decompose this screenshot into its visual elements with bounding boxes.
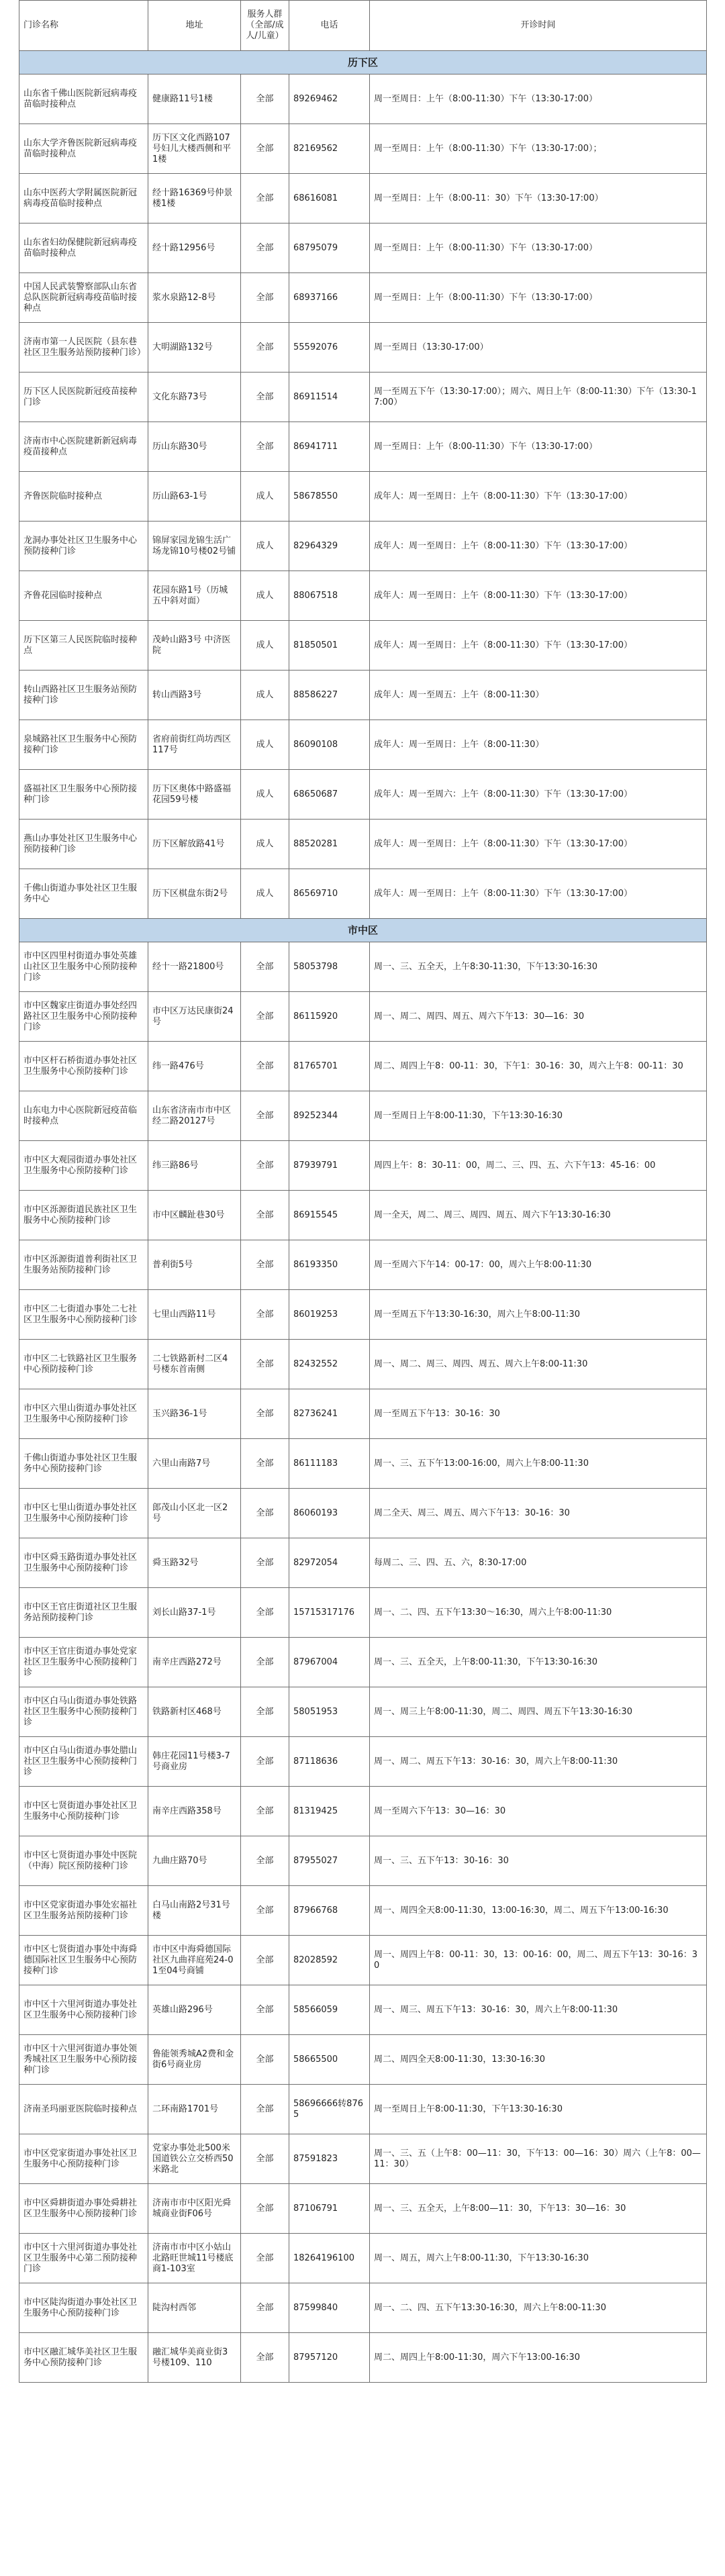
service-group-cell: 全部 <box>241 1439 289 1489</box>
phone-cell: 68795079 <box>289 224 370 273</box>
phone-cell: 87599840 <box>289 2283 370 2333</box>
table-row <box>19 2085 707 2134</box>
table-row <box>19 422 707 472</box>
table-row <box>19 522 707 571</box>
phone-cell: 87106791 <box>289 2184 370 2234</box>
address-cell: 二环南路1701号 <box>148 2085 241 2134</box>
phone-cell: 82169562 <box>289 124 370 174</box>
table-row <box>19 2333 707 2383</box>
service-group-cell: 全部 <box>241 1687 289 1737</box>
service-group-cell: 全部 <box>241 942 289 992</box>
clinic-name-cell: 市中区融汇城华美社区卫生服务中心预防接种门诊 <box>19 2333 148 2383</box>
service-group-cell: 全部 <box>241 2035 289 2085</box>
clinic-name-cell: 市中区二七铁路社区卫生服务中心预防接种门诊 <box>19 1340 148 1389</box>
clinic-name-cell: 市中区十六里河街道办事处社区卫生服务中心第二预防接种门诊 <box>19 2234 148 2283</box>
service-group-cell: 全部 <box>241 174 289 224</box>
table-row <box>19 1141 707 1191</box>
clinic-name-cell: 市中区舜玉路街道办事处社区卫生服务中心预防接种门诊 <box>19 1538 148 1588</box>
phone-cell: 18264196100 <box>289 2234 370 2283</box>
section-header-row <box>19 919 707 942</box>
clinic-name-cell: 龙洞办事处社区卫生服务中心预防接种门诊 <box>19 522 148 571</box>
address-cell: 转山西路3号 <box>148 671 241 720</box>
hours-cell: 周一、三、五全天，上午8:00—11：30，下午13：30—16：30 <box>370 2184 707 2234</box>
table-row <box>19 1191 707 1240</box>
clinic-name-cell: 山东省妇幼保健院新冠病毒疫苗临时接种点 <box>19 224 148 273</box>
hours-cell: 周一、周三上午8:00-11:30，周二、周四、周五下午13:30-16:30 <box>370 1687 707 1737</box>
service-group-cell: 全部 <box>241 373 289 422</box>
address-cell: 济南市市中区阳光舜城商业街F06号 <box>148 2184 241 2234</box>
clinic-name-cell: 齐鲁花园临时接种点 <box>19 571 148 621</box>
service-group-cell: 全部 <box>241 1141 289 1191</box>
section-title: 历下区 <box>19 51 707 75</box>
table-row <box>19 224 707 273</box>
address-cell: 历山路63-1号 <box>148 472 241 522</box>
hours-cell: 周二全天、周三、周五、周六下午13：30-16：30 <box>370 1489 707 1538</box>
service-group-cell: 成人 <box>241 820 289 869</box>
service-group-cell: 成人 <box>241 671 289 720</box>
clinic-name-cell: 市中区白马山街道办事处腊山社区卫生服务中心预防接种门诊 <box>19 1737 148 1787</box>
clinic-name-cell: 市中区四里村街道办事处英雄山社区卫生服务中心预防接种门诊 <box>19 942 148 992</box>
table-row <box>19 2184 707 2234</box>
phone-cell: 88067518 <box>289 571 370 621</box>
address-cell: 韩庄花园11号楼3-7号商业房 <box>148 1737 241 1787</box>
phone-cell: 58566059 <box>289 1985 370 2035</box>
clinic-name-cell: 市中区白马山街道办事处铁路社区卫生服务中心预防接种门诊 <box>19 1687 148 1737</box>
hours-cell: 周一、周二、周五下午13：30-16：30，周六上午8:00-11:30 <box>370 1737 707 1787</box>
address-cell: 经十一路21800号 <box>148 942 241 992</box>
table-row <box>19 174 707 224</box>
hours-cell: 周一至周日：上午（8:00-11:30）下午（13:30-17:00） <box>370 75 707 124</box>
service-group-cell: 全部 <box>241 1737 289 1787</box>
address-cell: 市中区麟趾巷30号 <box>148 1191 241 1240</box>
hours-cell: 周一、周五，周六上午8:00-11:30，下午13:30-16:30 <box>370 2234 707 2283</box>
service-group-cell: 全部 <box>241 1638 289 1687</box>
hours-cell: 周一、三、五全天，上午8:30-11:30，下午13:30-16:30 <box>370 942 707 992</box>
service-group-cell: 全部 <box>241 1091 289 1141</box>
clinic-name-cell: 历下区第三人民医院临时接种点 <box>19 621 148 671</box>
phone-cell: 68650687 <box>289 770 370 820</box>
table-row <box>19 1439 707 1489</box>
header-phone: 电话 <box>289 1 370 51</box>
phone-cell: 86111183 <box>289 1439 370 1489</box>
table-row <box>19 1091 707 1141</box>
address-cell: 普利街5号 <box>148 1240 241 1290</box>
address-cell: 舜玉路32号 <box>148 1538 241 1588</box>
phone-cell: 58696666转8765 <box>289 2085 370 2134</box>
phone-cell: 86115920 <box>289 992 370 1042</box>
hours-cell: 周一、三、五全天，上午8:00-11:30，下午13:30-16:30 <box>370 1638 707 1687</box>
hours-cell: 周一、二、四、五下午13:30-16:30，周六上午8:00-11:30 <box>370 2283 707 2333</box>
phone-cell: 89252344 <box>289 1091 370 1141</box>
table-row <box>19 2035 707 2085</box>
address-cell: 历下区解放路41号 <box>148 820 241 869</box>
table-row <box>19 1886 707 1936</box>
clinic-name-cell: 泉城路社区卫生服务中心预防接种门诊 <box>19 720 148 770</box>
hours-cell: 周一、周二、周四、周五、周六下午13：30—16：30 <box>370 992 707 1042</box>
service-group-cell: 成人 <box>241 720 289 770</box>
phone-cell: 86569710 <box>289 869 370 919</box>
service-group-cell: 成人 <box>241 869 289 919</box>
service-group-cell: 全部 <box>241 1489 289 1538</box>
phone-cell: 81850501 <box>289 621 370 671</box>
clinic-name-cell: 市中区杆石桥街道办事处社区卫生服务中心预防接种门诊 <box>19 1042 148 1091</box>
hours-cell: 周一、周四上午8：00-11：30，13：00-16：00，周二、周五下午13：30-16：30 <box>370 1936 707 1985</box>
table-row <box>19 323 707 373</box>
table-header-row <box>19 1 707 51</box>
phone-cell: 87966768 <box>289 1886 370 1936</box>
phone-cell: 87939791 <box>289 1141 370 1191</box>
table-row <box>19 273 707 323</box>
phone-cell: 82972054 <box>289 1538 370 1588</box>
table-row <box>19 1489 707 1538</box>
table-row <box>19 1936 707 1985</box>
phone-cell: 87955027 <box>289 1836 370 1886</box>
hours-cell: 周一至周日：上午（8:00-11:30）下午（13:30-17:00） <box>370 273 707 323</box>
phone-cell: 86941711 <box>289 422 370 472</box>
hours-cell: 周一至周六下午14：00-17：00，周六上午8:00-11:30 <box>370 1240 707 1290</box>
clinic-name-cell: 千佛山街道办事处社区卫生服务中心 <box>19 869 148 919</box>
hours-cell: 每周二、三、四、五、六，8:30-17:00 <box>370 1538 707 1588</box>
phone-cell: 58665500 <box>289 2035 370 2085</box>
service-group-cell: 全部 <box>241 75 289 124</box>
phone-cell: 82736241 <box>289 1389 370 1439</box>
address-cell: 经十路16369号仲景楼1楼 <box>148 174 241 224</box>
hours-cell: 周一至周六下午13：30—16：30 <box>370 1787 707 1836</box>
table-row <box>19 124 707 174</box>
phone-cell: 58051953 <box>289 1687 370 1737</box>
table-row <box>19 770 707 820</box>
clinic-name-cell: 山东大学齐鲁医院新冠病毒疫苗临时接种点 <box>19 124 148 174</box>
clinic-name-cell: 市中区王官庄街道办事处党家社区卫生服务中心预防接种门诊 <box>19 1638 148 1687</box>
clinic-name-cell: 山东省千佛山医院新冠病毒疫苗临时接种点 <box>19 75 148 124</box>
hours-cell: 周一、周四全天8:00-11:30，13:00-16:30，周二、周五下午13:00-16:30 <box>370 1886 707 1936</box>
clinic-name-cell: 燕山办事处社区卫生服务中心预防接种门诊 <box>19 820 148 869</box>
phone-cell: 87118636 <box>289 1737 370 1787</box>
table-body <box>19 51 707 2383</box>
address-cell: 九曲庄路70号 <box>148 1836 241 1886</box>
phone-cell: 68616081 <box>289 174 370 224</box>
hours-cell: 周一、周二、周三、周四、周五、周六上午8:00-11:30 <box>370 1340 707 1389</box>
hours-cell: 周二、周四上午8:00-11:30，周六下午13:00-16:30 <box>370 2333 707 2383</box>
hours-cell: 周一至周五下午13：30-16：30 <box>370 1389 707 1439</box>
clinic-name-cell: 市中区党家街道办事处宏福社区卫生服务站预防接种门诊 <box>19 1886 148 1936</box>
header-service-group: 服务人群（全部/成人/儿童） <box>241 1 289 51</box>
phone-cell: 86090108 <box>289 720 370 770</box>
table-row <box>19 472 707 522</box>
address-cell: 市中区中海舜德国际社区九曲祥庭苑24-01至04号商铺 <box>148 1936 241 1985</box>
service-group-cell: 成人 <box>241 770 289 820</box>
address-cell: 七里山西路11号 <box>148 1290 241 1340</box>
phone-cell: 81765701 <box>289 1042 370 1091</box>
service-group-cell: 成人 <box>241 571 289 621</box>
clinic-name-cell: 市中区七里山街道办事处社区卫生服务中心预防接种门诊 <box>19 1489 148 1538</box>
header-hours: 开诊时间 <box>370 1 707 51</box>
phone-cell: 15715317176 <box>289 1588 370 1638</box>
phone-cell: 82432552 <box>289 1340 370 1389</box>
phone-cell: 87591823 <box>289 2134 370 2184</box>
address-cell: 纬一路476号 <box>148 1042 241 1091</box>
address-cell: 鲁能领秀城A2费和金街6号商业房 <box>148 2035 241 2085</box>
clinic-name-cell: 济南圣玛丽亚医院临时接种点 <box>19 2085 148 2134</box>
service-group-cell: 全部 <box>241 422 289 472</box>
address-cell: 文化东路73号 <box>148 373 241 422</box>
table-row <box>19 992 707 1042</box>
hours-cell: 周一至周日（13:30-17:00） <box>370 323 707 373</box>
phone-cell: 86915545 <box>289 1191 370 1240</box>
hours-cell: 成年人：周一至周日：上午（8:00-11:30）下午（13:30-17:00） <box>370 820 707 869</box>
service-group-cell: 成人 <box>241 472 289 522</box>
clinic-name-cell: 市中区舜耕街道办事处舜耕社区卫生服务中心预防接种门诊 <box>19 2184 148 2234</box>
clinic-name-cell: 市中区党家街道办事处社区卫生服务中心预防接种门诊 <box>19 2134 148 2184</box>
table-row <box>19 621 707 671</box>
hours-cell: 成年人：周一至周六：上午（8:00-11:30）下午（13:30-17:00） <box>370 770 707 820</box>
service-group-cell: 全部 <box>241 1886 289 1936</box>
service-group-cell: 全部 <box>241 1985 289 2035</box>
clinic-name-cell: 山东中医药大学附属医院新冠病毒疫苗临时接种点 <box>19 174 148 224</box>
address-cell: 南辛庄西路358号 <box>148 1787 241 1836</box>
table-row <box>19 820 707 869</box>
address-cell: 茂岭山路3号 中济医院 <box>148 621 241 671</box>
service-group-cell: 全部 <box>241 2134 289 2184</box>
address-cell: 锦屏家园龙锦生活广场龙锦10号楼02号铺 <box>148 522 241 571</box>
phone-cell: 86019253 <box>289 1290 370 1340</box>
address-cell: 经十路12956号 <box>148 224 241 273</box>
address-cell: 铁路新村区468号 <box>148 1687 241 1737</box>
phone-cell: 58053798 <box>289 942 370 992</box>
address-cell: 历下区文化西路107号妇儿大楼西侧和平1楼 <box>148 124 241 174</box>
hours-cell: 周一至周日上午8:00-11:30，下午13:30-16:30 <box>370 1091 707 1141</box>
phone-cell: 87957120 <box>289 2333 370 2383</box>
header-address: 地址 <box>148 1 241 51</box>
table-row <box>19 571 707 621</box>
service-group-cell: 全部 <box>241 1290 289 1340</box>
clinic-name-cell: 市中区泺源街道普利街社区卫生服务站预防接种门诊 <box>19 1240 148 1290</box>
hours-cell: 周一至周日：上午（8:00-11:30）下午（13:30-17:00） <box>370 422 707 472</box>
vaccination-clinic-table <box>19 0 707 2383</box>
hours-cell: 成年人：周一至周日：上午（8:00-11:30）下午（13:30-17:00） <box>370 621 707 671</box>
table-row <box>19 1389 707 1439</box>
service-group-cell: 全部 <box>241 1042 289 1091</box>
phone-cell: 81319425 <box>289 1787 370 1836</box>
address-cell: 刘长山路37-1号 <box>148 1588 241 1638</box>
table-row <box>19 1290 707 1340</box>
service-group-cell: 全部 <box>241 273 289 323</box>
table-row <box>19 1737 707 1787</box>
hours-cell: 周一、三、五（上午8：00—11：30，下午13：00—16：30）周六（上午8：00—11：30） <box>370 2134 707 2184</box>
address-cell: 玉兴路36-1号 <box>148 1389 241 1439</box>
address-cell: 历下区棋盘东街2号 <box>148 869 241 919</box>
hours-cell: 周一至周日：上午（8:00-11:30）下午（13:30-17:00） <box>370 224 707 273</box>
address-cell: 市中区万达民康街24号 <box>148 992 241 1042</box>
clinic-name-cell: 转山西路社区卫生服务站预防接种门诊 <box>19 671 148 720</box>
hours-cell: 成年人：周一至周日：上午（8:00-11:30）下午（13:30-17:00） <box>370 869 707 919</box>
address-cell: 白马山南路2号31号楼 <box>148 1886 241 1936</box>
hours-cell: 周二、周四全天8:00-11:30，13:30-16:30 <box>370 2035 707 2085</box>
clinic-name-cell: 市中区魏家庄街道办事处经四路社区卫生服务中心预防接种门诊 <box>19 992 148 1042</box>
hours-cell: 成年人：周一至周五：上午（8:00-11:30） <box>370 671 707 720</box>
clinic-name-cell: 历下区人民医院新冠疫苗接种门诊 <box>19 373 148 422</box>
address-cell: 省府前街红尚坊西区117号 <box>148 720 241 770</box>
hours-cell: 成年人：周一至周日：上午（8:00-11:30）下午（13:30-17:00） <box>370 571 707 621</box>
hours-cell: 周四上午：8：30-11：00，周二、三、四、五、六下午13：45-16：00 <box>370 1141 707 1191</box>
table-row <box>19 1787 707 1836</box>
address-cell: 山东省济南市市中区经二路20127号 <box>148 1091 241 1141</box>
phone-cell: 82964329 <box>289 522 370 571</box>
hours-cell: 成年人：周一至周日：上午（8:00-11:30）下午（13:30-17:00） <box>370 472 707 522</box>
hours-cell: 周一至周日：上午（8:00-11:30）下午（13:30-17:00）； <box>370 124 707 174</box>
clinic-name-cell: 济南市第一人民医院（县东巷社区卫生服务站预防接种门诊） <box>19 323 148 373</box>
address-cell: 郎茂山小区北一区2号 <box>148 1489 241 1538</box>
table-row <box>19 1687 707 1737</box>
phone-cell: 58678550 <box>289 472 370 522</box>
hours-cell: 周二、周四上午8：00-11：30，下午1：30-16：30，周六上午8：00-11：30 <box>370 1042 707 1091</box>
section-title: 市中区 <box>19 919 707 942</box>
address-cell: 济南市市中区小姑山北路旺世城11号楼底商1-103室 <box>148 2234 241 2283</box>
table-row <box>19 1638 707 1687</box>
hours-cell: 周一至周五下午13:30-16:30，周六上午8:00-11:30 <box>370 1290 707 1340</box>
clinic-name-cell: 市中区七贤街道办事处社区卫生服务中心预防接种门诊 <box>19 1787 148 1836</box>
address-cell: 六里山南路7号 <box>148 1439 241 1489</box>
hours-cell: 周一、三、五下午13:00-16:00，周六上午8:00-11:30 <box>370 1439 707 1489</box>
clinic-name-cell: 市中区六里山街道办事处社区卫生服务中心预防接种门诊 <box>19 1389 148 1439</box>
address-cell: 融汇城华美商业街3号楼109、110 <box>148 2333 241 2383</box>
service-group-cell: 全部 <box>241 1538 289 1588</box>
service-group-cell: 全部 <box>241 2184 289 2234</box>
phone-cell: 82028592 <box>289 1936 370 1985</box>
address-cell: 陡沟村西邻 <box>148 2283 241 2333</box>
header-clinic-name: 门诊名称 <box>19 1 148 51</box>
table-row <box>19 1836 707 1886</box>
service-group-cell: 全部 <box>241 992 289 1042</box>
table-row <box>19 869 707 919</box>
clinic-name-cell: 市中区七贤街道办事处中海舜德国际社区卫生服务中心预防接种门诊 <box>19 1936 148 1985</box>
address-cell: 纬三路86号 <box>148 1141 241 1191</box>
table-row <box>19 75 707 124</box>
clinic-name-cell: 市中区大观园街道办事处社区卫生服务中心预防接种门诊 <box>19 1141 148 1191</box>
phone-cell: 88586227 <box>289 671 370 720</box>
hours-cell: 周一全天，周二、周三、周四、周五、周六下午13:30-16:30 <box>370 1191 707 1240</box>
section-header-row <box>19 51 707 75</box>
clinic-name-cell: 市中区泺源街道民族社区卫生服务中心预防接种门诊 <box>19 1191 148 1240</box>
clinic-name-cell: 市中区七贤街道办事处中医院（中海）院区预防接种门诊 <box>19 1836 148 1886</box>
clinic-name-cell: 千佛山街道办事处社区卫生服务中心预防接种门诊 <box>19 1439 148 1489</box>
table-row <box>19 720 707 770</box>
phone-cell: 89269462 <box>289 75 370 124</box>
service-group-cell: 成人 <box>241 621 289 671</box>
clinic-name-cell: 市中区王官庄街道社区卫生服务站预防接种门诊 <box>19 1588 148 1638</box>
clinic-name-cell: 盛福社区卫生服务中心预防接种门诊 <box>19 770 148 820</box>
phone-cell: 87967004 <box>289 1638 370 1687</box>
hours-cell: 周一、周三、周五下午13：30-16：30，周六上午8:00-11:30 <box>370 1985 707 2035</box>
table-row <box>19 1538 707 1588</box>
service-group-cell: 全部 <box>241 2283 289 2333</box>
table-row <box>19 1042 707 1091</box>
service-group-cell: 全部 <box>241 1340 289 1389</box>
service-group-cell: 全部 <box>241 1787 289 1836</box>
service-group-cell: 全部 <box>241 1240 289 1290</box>
address-cell: 历下区奥体中路盛福花园59号楼 <box>148 770 241 820</box>
address-cell: 花园东路1号（历城五中斜对面） <box>148 571 241 621</box>
table-row <box>19 373 707 422</box>
hours-cell: 成年人：周一至周日：上午（8:00-11:30）下午（13:30-17:00） <box>370 522 707 571</box>
table-row <box>19 942 707 992</box>
address-cell: 浆水泉路12-8号 <box>148 273 241 323</box>
service-group-cell: 全部 <box>241 1389 289 1439</box>
service-group-cell: 全部 <box>241 2333 289 2383</box>
clinic-name-cell: 市中区陡沟街道办事处社区卫生服务中心预防接种门诊 <box>19 2283 148 2333</box>
address-cell: 党家办事处北500米国道铁公立交桥西50米路北 <box>148 2134 241 2184</box>
service-group-cell: 全部 <box>241 1936 289 1985</box>
clinic-name-cell: 中国人民武装警察部队山东省总队医院新冠病毒疫苗临时接种点 <box>19 273 148 323</box>
clinic-name-cell: 市中区二七街道办事处二七社区卫生服务中心预防接种门诊 <box>19 1290 148 1340</box>
hours-cell: 周一至周五下午（13:30-17:00）；周六、周日上午（8:00-11:30）下午（13:30-17:00） <box>370 373 707 422</box>
service-group-cell: 全部 <box>241 1191 289 1240</box>
address-cell: 健康路11号1楼 <box>148 75 241 124</box>
phone-cell: 86911514 <box>289 373 370 422</box>
phone-cell: 55592076 <box>289 323 370 373</box>
table-row <box>19 1340 707 1389</box>
clinic-name-cell: 齐鲁医院临时接种点 <box>19 472 148 522</box>
hours-cell: 成年人：周一至周日：上午（8:00-11:30） <box>370 720 707 770</box>
hours-cell: 周一至周日：上午（8:00-11：30）下午（13:30-17:00） <box>370 174 707 224</box>
table-row <box>19 671 707 720</box>
phone-cell: 86193350 <box>289 1240 370 1290</box>
service-group-cell: 全部 <box>241 2234 289 2283</box>
table-row <box>19 1240 707 1290</box>
service-group-cell: 全部 <box>241 1836 289 1886</box>
clinic-name-cell: 山东电力中心医院新冠疫苗临时接种点 <box>19 1091 148 1141</box>
clinic-name-cell: 济南市中心医院建新新冠病毒疫苗接种点 <box>19 422 148 472</box>
service-group-cell: 全部 <box>241 224 289 273</box>
table-row <box>19 1588 707 1638</box>
address-cell: 二七铁路新村二区4号楼东首南侧 <box>148 1340 241 1389</box>
table-row <box>19 1985 707 2035</box>
clinic-name-cell: 市中区十六里河街道办事处社区卫生服务中心预防接种门诊 <box>19 1985 148 2035</box>
service-group-cell: 全部 <box>241 1588 289 1638</box>
hours-cell: 周一、三、五下午13：30-16：30 <box>370 1836 707 1886</box>
clinic-name-cell: 市中区十六里河街道办事处领秀城社区卫生服务中心预防接种门诊 <box>19 2035 148 2085</box>
address-cell: 大明湖路132号 <box>148 323 241 373</box>
address-cell: 南辛庄西路272号 <box>148 1638 241 1687</box>
address-cell: 英雄山路296号 <box>148 1985 241 2035</box>
hours-cell: 周一、二、四、五下午13:30～16:30，周六上午8:00-11:30 <box>370 1588 707 1638</box>
phone-cell: 68937166 <box>289 273 370 323</box>
service-group-cell: 全部 <box>241 2085 289 2134</box>
table-row <box>19 2234 707 2283</box>
address-cell: 历山东路30号 <box>148 422 241 472</box>
hours-cell: 周一至周日上午8:00-11:30，下午13:30-16:30 <box>370 2085 707 2134</box>
service-group-cell: 成人 <box>241 522 289 571</box>
phone-cell: 88520281 <box>289 820 370 869</box>
table-row <box>19 2283 707 2333</box>
service-group-cell: 全部 <box>241 323 289 373</box>
service-group-cell: 全部 <box>241 124 289 174</box>
table-row <box>19 2134 707 2184</box>
phone-cell: 86060193 <box>289 1489 370 1538</box>
